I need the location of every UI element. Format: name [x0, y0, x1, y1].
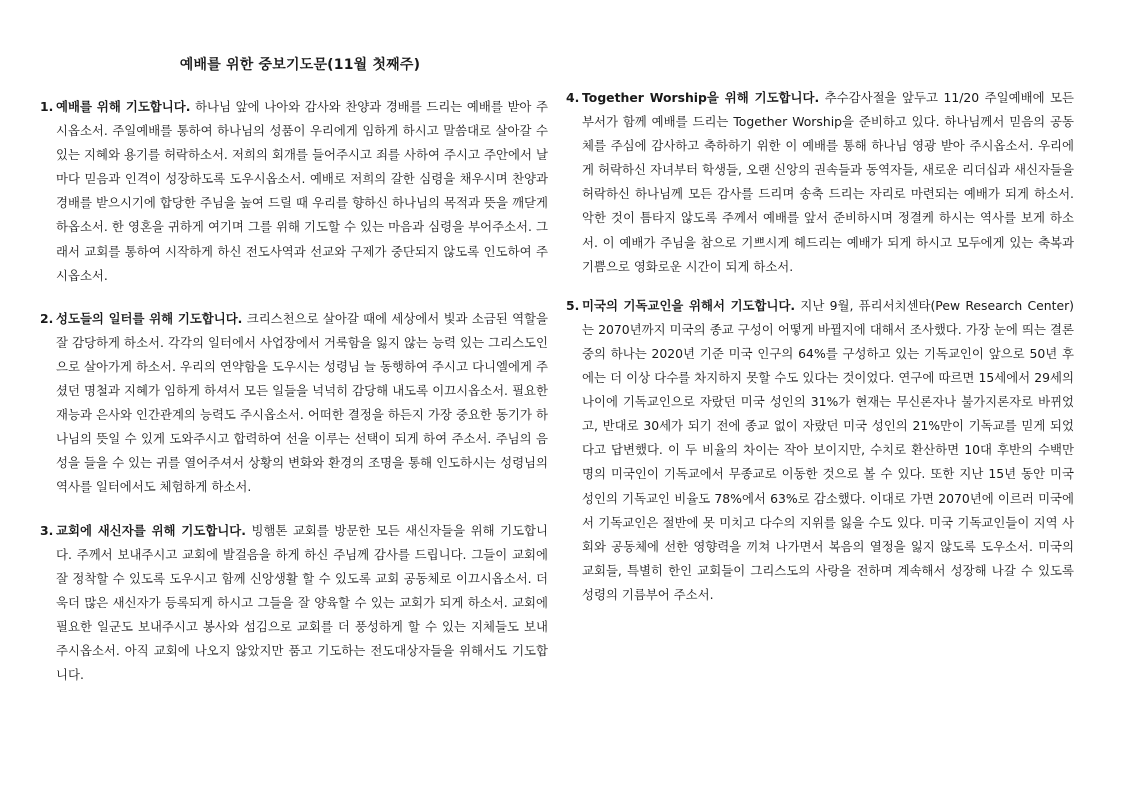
item-number: 1. — [40, 99, 54, 114]
item-content — [56, 95, 548, 288]
item-heading: 성도들의 일터를 위해 기도합니다. — [56, 310, 243, 326]
item-content — [582, 86, 1074, 279]
item-body: 지난 9월, 퓨리서치센타(Pew Research Center)는 2070년까지 미국의 종교 구성이 어떻게 바뀔지에 대해서 조사했다. 가장 눈에 띄는 결론 중의 하나는 2020년 기준 미국 인구의 64%를 구성하고 있는 기독교인이 앞으로 50년 후에는 더 이상 다수를 차지하지 못할 수도 있다는 것이었다. 연구에 따르면 15세에서 29세의 나이에 기독교인으로 자랐던 미국 성인의 31%가 현재는 무신론자나 불가지론자로 바뀌었고, 반대로 30세가 되기 전에 종교 없이 자랐던 미국 성인의 21%만이 기독교를 믿게 되었다고 답변했다. 이 두 비율의 차이는 작아 보이지만, 수치로 환산하면 10대 후반의 수백만 명의 미국인이 기독교에서 무종교로 이동한 것으로 볼 수 있다. 또한 지난 15년 동안 미국 성인의 기독교인 비율도 78%에서 63%로 감소했다. 이대로 가면 2070년에 이르러 미국에서 기독교인은 절반에 못 미치고 다수의 지위를 잃을 수도 있다. 미국 기독교인들이 지역 사회와 공동체에 선한 영향력을 끼쳐 나가면서 복음의 열정을 잃지 않도록 도우소서. 미국의 교회들, 특별히 한인 교회들이 그리스도의 사랑을 전하며 계속해서 성장해 나갈 수 있도록 성령의 기름부어 주소서. — [582, 297, 1074, 602]
page-title: 예배를 위한 중보기도문(11월 첫째주) — [179, 57, 421, 73]
item-number: 5. — [566, 297, 580, 313]
item-number: 3. — [40, 522, 54, 538]
prayer-item-1 — [40, 95, 548, 288]
item-body: 빙햄톤 교회를 방문한 모든 새신자들을 위해 기도합니다. 주께서 보내주시고 교회에 발걸음을 하게 하신 주님께 감사를 드립니다. 그들이 교회에 잘 정착할 수 있도록 도우시고 함께 신앙생활 할 수 있도록 교회 공동체로 이끄시옵소서. 더욱더 많은 새신자가 등록되게 하시고 그들을 잘 양육할 수 있는 교회가 되게 하소서. 교회에 필요한 일군도 보내주시고 봉사와 섬김으로 교회를 더 풍성하게 할 수 있는 지체들도 보내 주시옵소서. 아직 교회에 나오지 않았지만 품고 기도하는 전도대상자들을 위해서도 기도합니다. — [56, 522, 548, 683]
item-heading: 미국의 기독교인을 위해서 기도합니다. — [582, 297, 796, 313]
prayer-item-5 — [566, 294, 1074, 607]
item-body: 크리스천으로 살아갈 때에 세상에서 빛과 소금된 역할을 잘 감당하게 하소서. 각각의 일터에서 사업장에서 거룩함을 잃지 않는 능력 있는 그리스도인으로 살아가게 하소서. 우리의 연약함을 도우시는 성령님 늘 동행하여 주시고 다니엘에게 주셨던 명철과 지혜가 임하게 하셔서 모든 일들을 넉넉히 감당해 내도록 이끄시옵소서. 필요한 재능과 은사와 인간관계의 능력도 주시옵소서. 어떠한 결정을 하든지 가장 중요한 동기가 하나님의 뜻일 수 있게 도와주시고 합력하여 선을 이루는 선택이 되게 하여 주소서. 주님의 음성을 들을 수 있는 귀를 열어주셔서 상황의 변화와 환경의 조명을 통해 인도하시는 성령님의 역사를 일터에서도 체험하게 하소서. — [56, 310, 548, 495]
item-heading: 예배를 위해 기도합니다. — [56, 99, 191, 114]
prayer-item-4 — [566, 86, 1074, 279]
item-body: 하나님 앞에 나아와 감사와 찬양과 경배를 드리는 예배를 받아 주시옵소서. 주일예배를 통하여 하나님의 성품이 우리에게 임하게 하시고 말씀대로 살아갈 수 있는 지혜와 용기를 허락하소서. 저희의 회개를 들어주시고 죄를 사하여 주시고 주안에서 날마다 믿음과 인격이 성장하도록 도우시옵소서. 예배로 저희의 갈한 심령을 채우시며 찬양과 경배를 받으시기에 합당한 주님을 높여 드릴 때 우리를 향하신 하나님의 목적과 뜻을 깨닫게 하옵소서. 한 영혼을 귀하게 여기며 그를 위해 기도할 수 있는 마음과 심령을 부어주소서. 그래서 교회를 통하여 시작하게 하신 전도사역과 선교와 구제가 중단되지 않도록 인도하여 주시옵소서. — [56, 99, 549, 283]
item-heading: 교회에 새신자를 위해 기도합니다. — [56, 522, 246, 538]
item-body: 추수감사절을 앞두고 11/20 주일예배에 모든 부서가 함께 예배를 드리는 Together Worship을 준비하고 있다. 하나님께서 믿음의 공동체를 주심에 감사하고 축하하기 위한 이 예배를 통해 하나님 영광 받아 주시옵소서. 우리에게 허락하신 자녀부터 학생들, 오랜 신앙의 권속들과 동역자들, 새로운 리더십과 새신자들을 허락하신 하나님께 모든 감사를 드리며 송축 드리는 자리로 마련되는 예배가 되게 하소서. 악한 것이 틈타지 않도록 주께서 예배를 앞서 준비하시며 정결케 하시는 역사를 보게 하소서. 이 예배가 주님을 참으로 기쁘시게 헤드리는 예배가 되게 하시고 모두에게 있는 축복과 기쁨으로 영화로운 시간이 되게 하소서. — [582, 90, 1074, 274]
item-content — [56, 307, 548, 500]
prayer-item-2 — [40, 307, 548, 500]
right-column — [566, 86, 1074, 607]
item-number: 2. — [40, 310, 54, 326]
prayer-item-3 — [40, 519, 548, 688]
item-number: 4. — [566, 90, 580, 105]
item-content — [582, 294, 1074, 607]
item-content — [56, 519, 548, 688]
item-heading: Together Worship을 위해 기도합니다. — [582, 90, 820, 105]
left-column — [40, 95, 548, 687]
